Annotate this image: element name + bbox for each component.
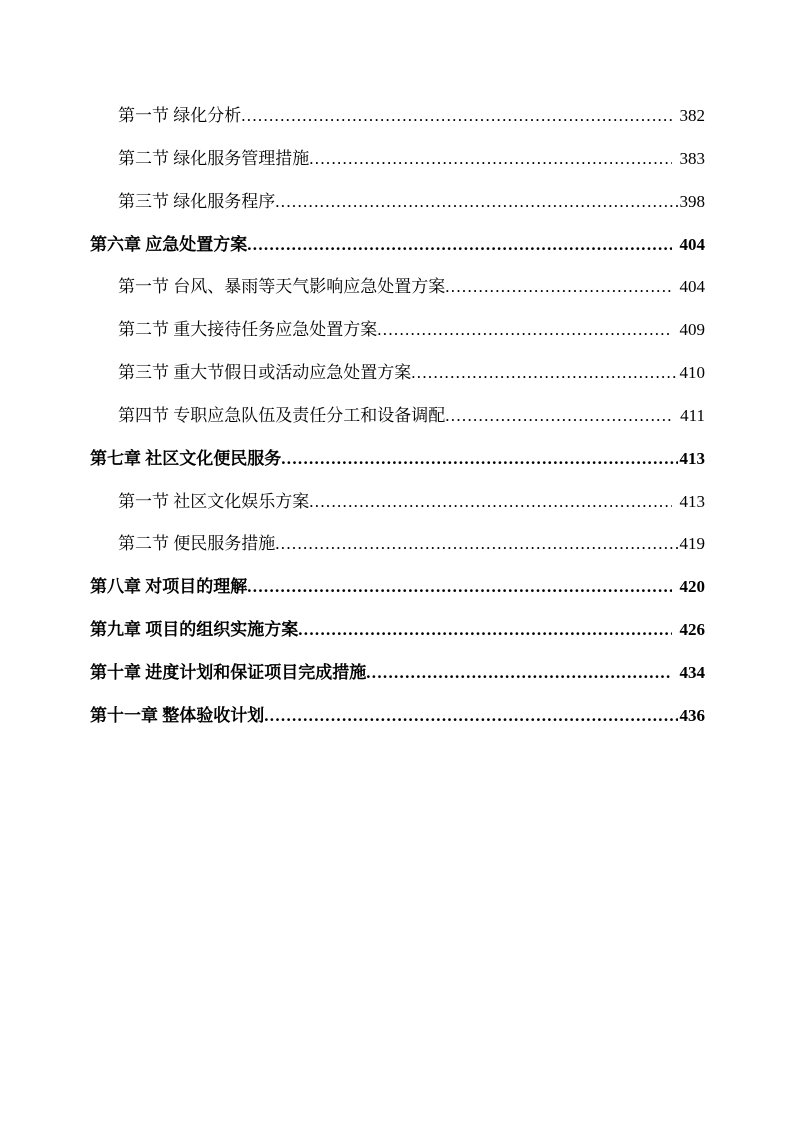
dot-leader: [445, 395, 672, 438]
toc-entry[interactable]: [90, 695, 705, 738]
toc-entry[interactable]: [90, 266, 705, 309]
toc-entry-page: 411: [680, 405, 705, 425]
toc-entry[interactable]: [90, 181, 705, 224]
toc-entry[interactable]: [90, 609, 705, 652]
toc-entry[interactable]: [90, 95, 705, 138]
toc-entry[interactable]: [90, 652, 705, 695]
toc-entry-label: 第八章 对项目的理解: [90, 577, 248, 597]
dot-leader: [366, 652, 671, 695]
toc-entry[interactable]: [90, 395, 705, 438]
toc-entry-page: 426: [679, 620, 705, 640]
toc-entry-label: 第二节 便民服务措施: [118, 534, 276, 554]
dot-leader: [298, 609, 671, 652]
toc-entry-label: 第二节 绿化服务管理措施: [118, 148, 310, 168]
toc-entry-label: 第一节 绿化分析: [118, 106, 242, 125]
dot-leader: [264, 695, 677, 738]
toc-entry-page: 404: [679, 234, 705, 254]
toc-entry-page: 404: [679, 277, 705, 297]
toc-entry-page: 409: [679, 320, 705, 340]
dot-leader: [411, 352, 677, 395]
toc-entry-label: 第十一章 整体验收计划: [90, 705, 265, 725]
toc-entry-page: 436: [679, 705, 705, 725]
toc-entry[interactable]: [90, 566, 705, 609]
toc-entry-label: 第四节 专职应急队伍及责任分工和设备调配: [118, 405, 446, 425]
dot-leader: [247, 224, 671, 267]
toc-entry-page: 434: [679, 662, 705, 682]
dot-leader: [247, 566, 671, 609]
toc-entry[interactable]: [90, 523, 705, 566]
dot-leader: [275, 523, 677, 566]
toc-entry-label: 第一节 社区文化娱乐方案: [118, 491, 310, 511]
dot-leader: [241, 95, 671, 138]
toc-entry-page: 383: [679, 148, 705, 168]
dot-leader: [309, 138, 671, 181]
toc-entry-label: 第六章 应急处置方案: [90, 234, 248, 254]
toc-entry[interactable]: [90, 352, 705, 395]
toc-entry-page: 413: [679, 491, 705, 511]
toc-entry-label: 第三节 绿化服务程序: [118, 191, 276, 211]
toc-entry[interactable]: [90, 481, 705, 524]
toc-entry[interactable]: [90, 224, 705, 267]
toc-entry-label: 第十章 进度计划和保证项目完成措施: [90, 662, 367, 682]
toc-entry-page: 398: [679, 191, 705, 211]
toc-entry[interactable]: [90, 438, 705, 481]
toc-entry-page: 419: [679, 534, 705, 554]
dot-leader: [275, 181, 677, 224]
table-of-contents: [90, 95, 705, 738]
toc-entry-page: 413: [679, 448, 705, 468]
dot-leader: [445, 266, 671, 309]
toc-entry-page: 382: [679, 106, 705, 125]
toc-entry-label: 第二节 重大接待任务应急处置方案: [118, 320, 378, 340]
toc-entry[interactable]: [90, 309, 705, 352]
toc-entry-label: 第三节 重大节假日或活动应急处置方案: [118, 363, 412, 383]
toc-entry-label: 第九章 项目的组织实施方案: [90, 620, 299, 640]
toc-entry-label: 第七章 社区文化便民服务: [90, 448, 282, 468]
dot-leader: [281, 438, 677, 481]
dot-leader: [309, 481, 671, 524]
toc-entry-page: 420: [679, 577, 705, 597]
toc-entry-page: 410: [679, 363, 705, 383]
toc-entry-label: 第一节 台风、暴雨等天气影响应急处置方案: [118, 277, 446, 297]
toc-entry[interactable]: [90, 138, 705, 181]
dot-leader: [377, 309, 671, 352]
